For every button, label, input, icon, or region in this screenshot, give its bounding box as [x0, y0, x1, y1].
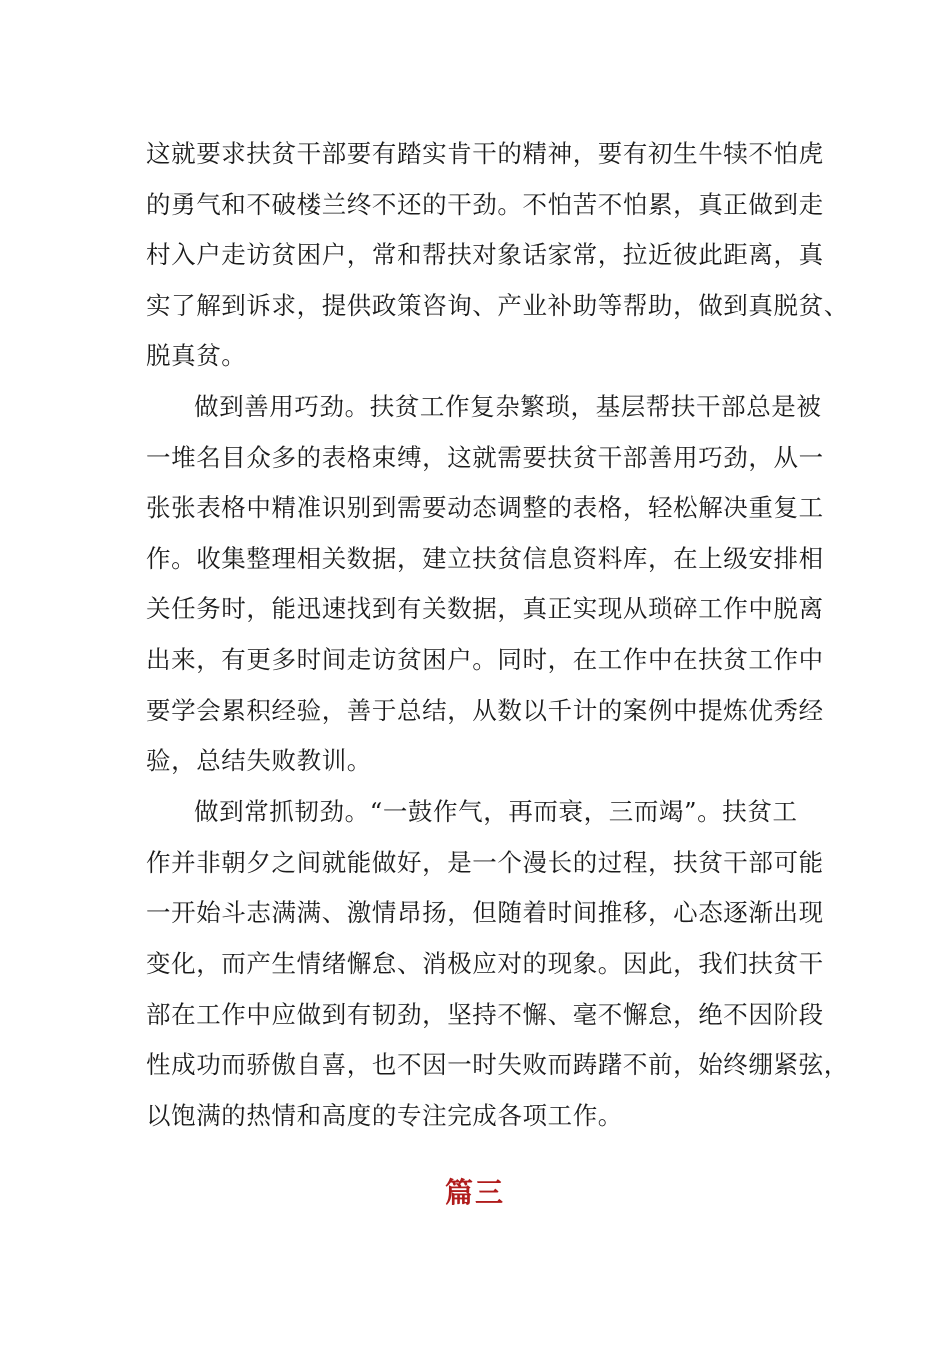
text-line: 做到善用巧劲。扶贫工作复杂繁琐，基层帮扶干部总是被 — [194, 392, 822, 421]
text-line: 作并非朝夕之间就能做好，是一个漫长的过程，扶贫干部可能 — [146, 848, 824, 877]
text-line: 张张表格中精准识别到需要动态调整的表格，轻松解决重复工 — [146, 493, 824, 522]
text-line: 村入户走访贫困户，常和帮扶对象话家常，拉近彼此距离，真 — [146, 240, 824, 269]
text-line: 以饱满的热情和高度的专注完成各项工作。 — [146, 1101, 623, 1130]
text-line: 出来，有更多时间走访贫困户。同时，在工作中在扶贫工作中 — [146, 645, 824, 674]
text-line: 部在工作中应做到有韧劲，坚持不懈、毫不懈怠，绝不因阶段 — [146, 1000, 824, 1029]
text-line: 性成功而骄傲自喜，也不因一时失败而踌躇不前，始终绷紧弦， — [146, 1050, 849, 1079]
text-line: 脱真贫。 — [146, 341, 247, 370]
text-line: 作。收集整理相关数据，建立扶贫信息资料库，在上级安排相 — [146, 544, 824, 573]
text-line: 验，总结失败教训。 — [146, 746, 372, 775]
section-heading: 篇三 — [444, 1176, 505, 1209]
text-line: 要学会累积经验，善于总结，从数以千计的案例中提炼优秀经 — [146, 696, 824, 725]
text-line: 一堆名目众多的表格束缚，这就需要扶贫干部善用巧劲，从一 — [146, 443, 824, 472]
text-line: 关任务时，能迅速找到有关数据，真正实现从琐碎工作中脱离 — [146, 594, 824, 623]
text-line: 做到常抓韧劲。“一鼓作气，再而衰，三而竭”。扶贫工 — [194, 797, 798, 826]
text-line: 这就要求扶贫干部要有踏实肯干的精神，要有初生牛犊不怕虎 — [146, 139, 824, 168]
text-line: 一开始斗志满满、激情昂扬，但随着时间推移，心态逐渐出现 — [146, 898, 824, 927]
text-line: 实了解到诉求，提供政策咨询、产业补助等帮助，做到真脱贫、 — [146, 291, 849, 320]
text-line: 的勇气和不破楼兰终不还的干劲。不怕苦不怕累，真正做到走 — [146, 190, 824, 219]
text-line: 变化，而产生情绪懈怠、消极应对的现象。因此，我们扶贫干 — [146, 949, 824, 978]
